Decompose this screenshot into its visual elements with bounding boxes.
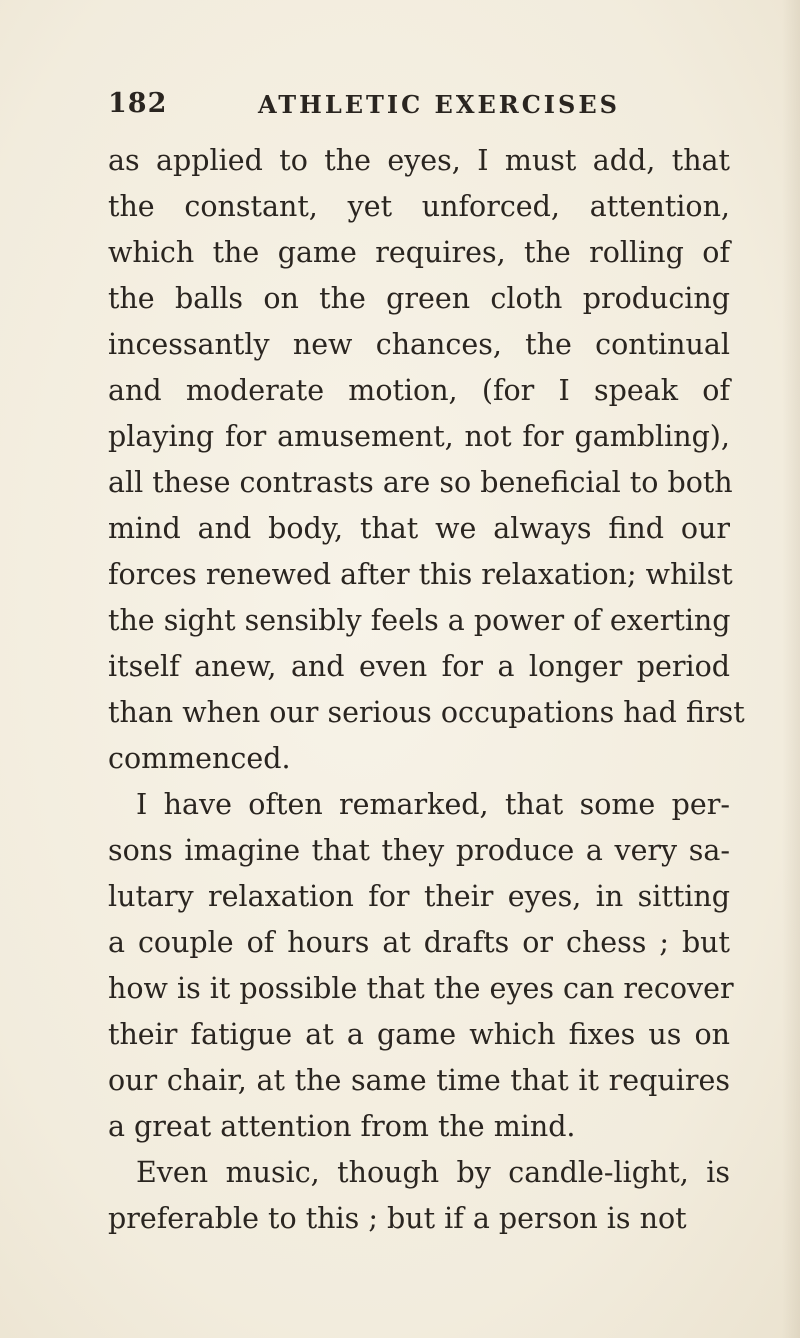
text-line: commenced. xyxy=(108,742,291,775)
text-line: than when our serious occupations had first xyxy=(108,696,745,729)
running-title: ATHLETIC EXERCISES xyxy=(258,90,620,119)
text-line: playing for amusement, not for gambling), xyxy=(108,420,730,453)
text-line: I have often remarked, that some per- xyxy=(136,788,730,821)
text-line: a great attention from the mind. xyxy=(108,1110,576,1143)
text-line: incessantly new chances, the continual xyxy=(108,328,730,361)
text-line: a couple of hours at drafts or chess ; but xyxy=(108,926,730,959)
text-line: as applied to the eyes, I must add, that xyxy=(108,144,730,177)
text-line: all these contrasts are so beneficial to both xyxy=(108,466,733,499)
text-line: the sight sensibly feels a power of exerting xyxy=(108,604,731,637)
text-line: which the game requires, the rolling of xyxy=(108,236,730,269)
body-text xyxy=(108,138,745,1242)
text-line: sons imagine that they produce a very sa- xyxy=(108,834,730,867)
text-line: and moderate motion, (for I speak of xyxy=(108,374,730,407)
text-line: their fatigue at a game which fixes us on xyxy=(108,1018,730,1051)
text-line: the balls on the green cloth producing xyxy=(108,282,730,315)
text-line: forces renewed after this relaxation; whilst xyxy=(108,558,733,591)
text-line: how is it possible that the eyes can recover xyxy=(108,972,734,1005)
text-line: mind and body, that we always find our xyxy=(108,512,730,545)
text-line: itself anew, and even for a longer period xyxy=(108,650,730,683)
text-line: preferable to this ; but if a person is not xyxy=(108,1202,687,1235)
page-edge-shadow xyxy=(782,0,800,1338)
page-number: 182 xyxy=(108,88,168,119)
text-line: Even music, though by candle-light, is xyxy=(136,1156,730,1189)
text-line: the constant, yet unforced, attention, xyxy=(108,190,730,223)
text-line: our chair, at the same time that it requires xyxy=(108,1064,730,1097)
running-header xyxy=(108,88,728,128)
text-line: lutary relaxation for their eyes, in sitting xyxy=(108,880,730,913)
